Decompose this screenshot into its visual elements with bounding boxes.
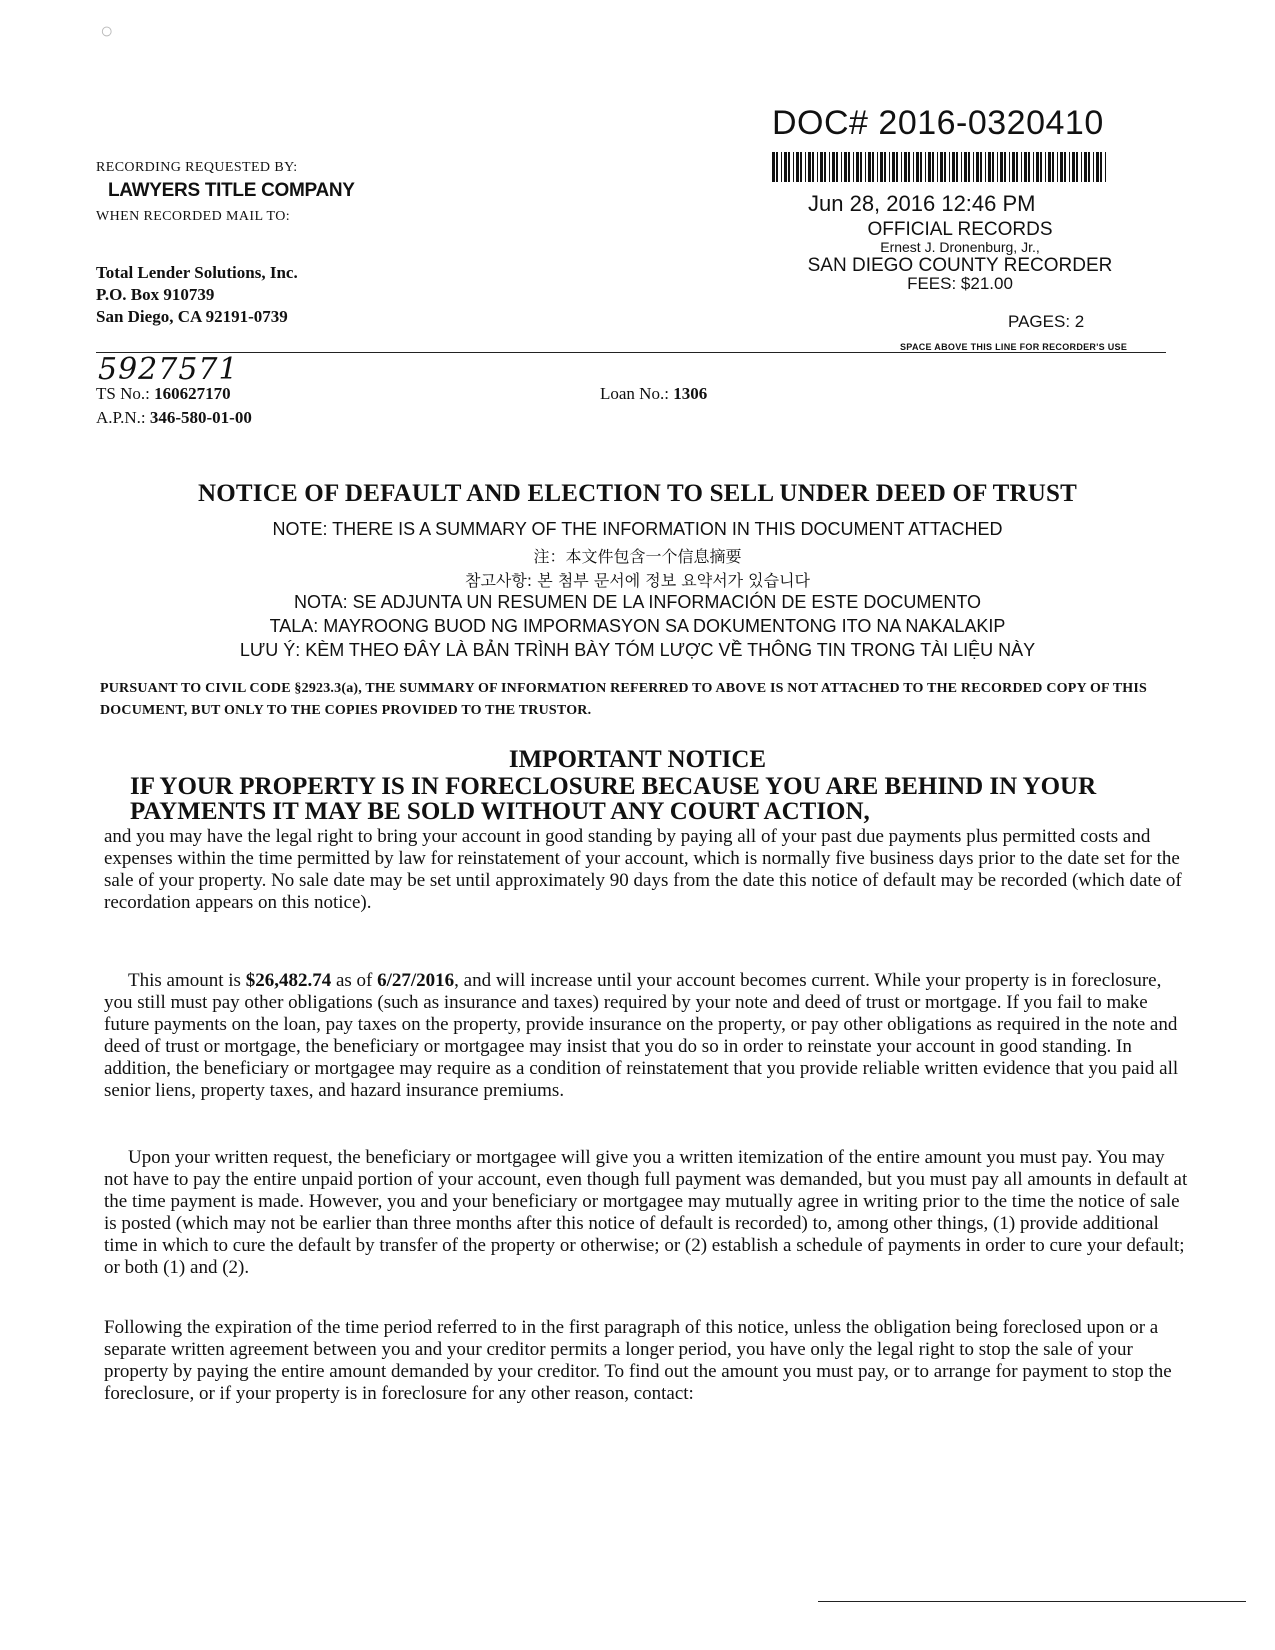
- barcode-bar: [956, 152, 958, 182]
- barcode-bar: [1060, 152, 1063, 182]
- p2-text: , and will increase until your account becomes current. While your property is in foreclosure, you still must pay other obligations (such as insurance and taxes) required by your note and deed of trust or mortgage. If you fail to make future payments on the loan, pay taxes on the property, provide insurance on the property, or pay other obligations as required in the note and deed of trust or mortgage, the beneficiary or mortgagee may insist that you do so in order to reinstate your account in good standing. In addition, the beneficiary or mortgagee may require as a condition of reinstatement that you provide reliable written evidence that you paid all senior liens, property taxes, and hazard insurance premiums.: [104, 970, 1179, 1101]
- barcode-bar: [901, 152, 902, 182]
- barcode-bar: [776, 152, 778, 182]
- county-recorder: SAN DIEGO COUNTY RECORDER: [807, 255, 1113, 276]
- barcode-bar: [904, 152, 907, 182]
- barcode-bar: [937, 152, 938, 182]
- barcode-bar: [908, 152, 910, 182]
- barcode-bar: [1084, 152, 1087, 182]
- barcode-bar: [877, 152, 878, 182]
- barcode-bar: [992, 152, 994, 182]
- barcode-bar: [988, 152, 991, 182]
- barcode-bar: [1105, 152, 1106, 182]
- pursuant-statement: PURSUANT TO CIVIL CODE §2923.3(a), THE SUMMARY OF INFORMATION REFERRED TO ABOVE IS NOT ATTACHED TO THE RECORDED COPY OF THIS DOCUMENT, BUT ONLY TO THE COPIES PROVIDED TO THE TRUSTOR.: [100, 681, 1147, 718]
- apn-value: 346-580-01-00: [149, 408, 252, 427]
- barcode-bar: [781, 152, 782, 182]
- apn-label: A.P.N.:: [96, 408, 146, 427]
- barcode-bar: [812, 152, 814, 182]
- barcode-bar: [1033, 152, 1034, 182]
- barcode-bar: [1000, 152, 1003, 182]
- summary-note-korean: 참고사항: 본 첨부 문서에 정보 요약서가 있습니다: [464, 571, 811, 590]
- barcode-bar: [896, 152, 898, 182]
- barcode-bar: [856, 152, 859, 182]
- paragraph-itemization: [104, 1147, 1189, 1279]
- barcode-bar: [952, 152, 955, 182]
- barcode-bar: [1045, 152, 1046, 182]
- barcode-bar: [884, 152, 886, 182]
- barcode-bar: [868, 152, 871, 182]
- barcode-bar: [796, 152, 799, 182]
- barcode-bar: [916, 152, 919, 182]
- footer-rule: [818, 1601, 1246, 1602]
- barcode-bar: [1081, 152, 1082, 182]
- summary-note-english: NOTE: THERE IS A SUMMARY OF THE INFORMATION IN THIS DOCUMENT ATTACHED: [272, 519, 1003, 539]
- barcode-bar: [985, 152, 986, 182]
- barcode-bar: [1088, 152, 1090, 182]
- barcode-bar: [932, 152, 934, 182]
- barcode-bar: [1021, 152, 1022, 182]
- paragraph-amount-due: [104, 970, 1189, 1102]
- space-above-note: SPACE ABOVE THIS LINE FOR RECORDER'S USE: [900, 342, 1128, 352]
- ts-value: 160627170: [154, 384, 231, 403]
- p2-text: as of: [331, 970, 378, 991]
- barcode-bar: [800, 152, 802, 182]
- barcode-bar: [808, 152, 811, 182]
- paragraph-reinstatement: and you may have the legal right to bring your account in good standing by paying all of your past due payments plus permitted costs and expenses within the time permitted by law for reinstatement of your account, which is normally five business days prior to the date set for the sale of your property. No sale date may be set until approximately 90 days from the date this notice of default may be recorded (which date of recordation appears on this notice).: [104, 826, 1182, 913]
- summary-note-chinese: 注：本文件包含一个信息摘要: [533, 547, 742, 566]
- summary-note-vietnamese: LƯU Ý: KÈM THEO ĐÂY LÀ BẢN TRÌNH BÀY TÓM LƯỢC VỀ THÔNG TIN TRONG TÀI LIỆU NÀY: [239, 640, 1036, 660]
- barcode-bar: [928, 152, 931, 182]
- barcode-bar: [920, 152, 922, 182]
- barcode-bar: [940, 152, 943, 182]
- barcode-bar: [892, 152, 895, 182]
- barcode-bar: [805, 152, 806, 182]
- page-count: PAGES: 2: [1008, 312, 1085, 331]
- foreclosure-warning-heading: IF YOUR PROPERTY IS IN FORECLOSURE BECAUSE YOU ARE BEHIND IN YOUR PAYMENTS IT MAY BE SOLD WITHOUT ANY COURT ACTION,: [130, 773, 1097, 825]
- barcode-bar: [1004, 152, 1006, 182]
- barcode-bar: [973, 152, 974, 182]
- summary-note-spanish: NOTA: SE ADJUNTA UN RESUMEN DE LA INFORMACIÓN DE ESTE DOCUMENTO: [293, 592, 982, 612]
- barcode-bar: [1028, 152, 1030, 182]
- barcode-bar: [1069, 152, 1070, 182]
- barcode-bar: [820, 152, 823, 182]
- barcode-bar: [913, 152, 914, 182]
- handwritten-number: 5927571: [98, 352, 239, 387]
- barcode-bar: [1009, 152, 1010, 182]
- barcode-bar: [1036, 152, 1039, 182]
- barcode-bar: [1052, 152, 1054, 182]
- amount-due: $26,482.74: [245, 970, 332, 991]
- barcode-bar: [860, 152, 862, 182]
- barcode-bar: [1072, 152, 1075, 182]
- barcode-bar: [944, 152, 946, 182]
- recorder-divider: [96, 352, 1166, 353]
- official-records: OFFICIAL RECORDS: [867, 219, 1053, 240]
- barcode-bar: [925, 152, 926, 182]
- loan-number: [600, 384, 707, 404]
- barcode-bar: [1040, 152, 1042, 182]
- barcode-bar: [1012, 152, 1015, 182]
- barcode-bar: [976, 152, 979, 182]
- document-title: NOTICE OF DEFAULT AND ELECTION TO SELL UNDER DEED OF TRUST: [198, 480, 1077, 507]
- barcode-bar: [844, 152, 847, 182]
- barcode-bar: [1064, 152, 1066, 182]
- barcode-bar: [1024, 152, 1027, 182]
- p2-text: This amount is: [128, 970, 246, 991]
- barcode-bar: [824, 152, 826, 182]
- barcode-bar: [865, 152, 866, 182]
- barcode-bar: [980, 152, 982, 182]
- paragraph-contact: Following the expiration of the time period referred to in the first paragraph of this notice, unless the obligation being foreclosed upon or a separate written agreement between you and your creditor permits a longer period, you have only the legal right to stop the sale of your property by paying the entire amount demanded by your creditor. To find out the amount you must pay, or to arrange for payment to stop the foreclosure, or if your property is in foreclosure for any other reason, contact:: [104, 1317, 1172, 1404]
- barcode-bar: [1100, 152, 1102, 182]
- ts-number: [96, 384, 231, 404]
- barcode-bar: [832, 152, 835, 182]
- barcode-bar: [772, 152, 775, 182]
- barcode-bar: [949, 152, 950, 182]
- barcode-bar: [788, 152, 790, 182]
- barcode-bar: [1093, 152, 1094, 182]
- address-line: San Diego, CA 92191-0739: [96, 307, 288, 326]
- p3-text: Upon your written request, the beneficiary or mortgagee will give you a written itemization of the entire amount you must pay. You may not have to pay the entire unpaid portion of your account, even though full payment was demanded, but you must pay all amounts in default at the time payment is made. However, you and your beneficiary or mortgagee may mutually agree in writing prior to the time the notice of sale is posted (which may not be earlier than three months after this notice of default is recorded) to, among other things, (1) provide additional time in which to cure the default by transfer of the property or otherwise; or (2) establish a schedule of payments in order to cure your default; or both (1) and (2).: [104, 1147, 1188, 1278]
- barcode-bar: [872, 152, 874, 182]
- recording-requested-label: RECORDING REQUESTED BY:: [96, 160, 298, 175]
- barcode-bar: [889, 152, 890, 182]
- barcode-bar: [997, 152, 998, 182]
- barcode-bar: [968, 152, 970, 182]
- barcode-bar: [817, 152, 818, 182]
- barcode-bar: [829, 152, 830, 182]
- summary-note-tagalog: TALA: MAYROONG BUOD NG IMPORMASYON SA DOKUMENTONG ITO NA NAKALAKIP: [269, 616, 1006, 636]
- barcode-bar: [1096, 152, 1099, 182]
- barcode-bar: [1076, 152, 1078, 182]
- mail-to-label: WHEN RECORDED MAIL TO:: [96, 209, 291, 224]
- barcode-bar: [784, 152, 787, 182]
- barcode-bar: [880, 152, 883, 182]
- address-line: P.O. Box 910739: [96, 285, 215, 304]
- barcode-bar: [841, 152, 842, 182]
- recording-date-time: Jun 28, 2016 12:46 PM: [808, 191, 1036, 216]
- document-number: DOC# 2016-0320410: [772, 104, 1104, 142]
- requesting-company: LAWYERS TITLE COMPANY: [108, 180, 355, 201]
- barcode-bar: [1048, 152, 1051, 182]
- barcode-bar: [1057, 152, 1058, 182]
- barcode-bar: [961, 152, 962, 182]
- barcode-bar: [848, 152, 850, 182]
- scan-artifact: ○: [100, 18, 114, 43]
- barcode-bar: [793, 152, 794, 182]
- recorder-name: Ernest J. Dronenburg, Jr.,: [880, 239, 1040, 255]
- important-notice-heading: IMPORTANT NOTICE: [508, 746, 767, 773]
- barcode-bar: [853, 152, 854, 182]
- loan-value: 1306: [673, 384, 708, 403]
- barcode-bar: [1016, 152, 1018, 182]
- mail-to-address: [96, 262, 298, 328]
- apn-number: [96, 408, 252, 428]
- recording-fees: FEES: $21.00: [907, 274, 1013, 293]
- address-line: Total Lender Solutions, Inc.: [96, 263, 298, 282]
- amount-as-of-date: 6/27/2016: [377, 970, 455, 991]
- barcode-image: [772, 152, 1108, 182]
- ts-label: TS No.:: [96, 384, 150, 403]
- barcode-bar: [836, 152, 838, 182]
- loan-label: Loan No.:: [600, 384, 669, 403]
- barcode-bar: [964, 152, 967, 182]
